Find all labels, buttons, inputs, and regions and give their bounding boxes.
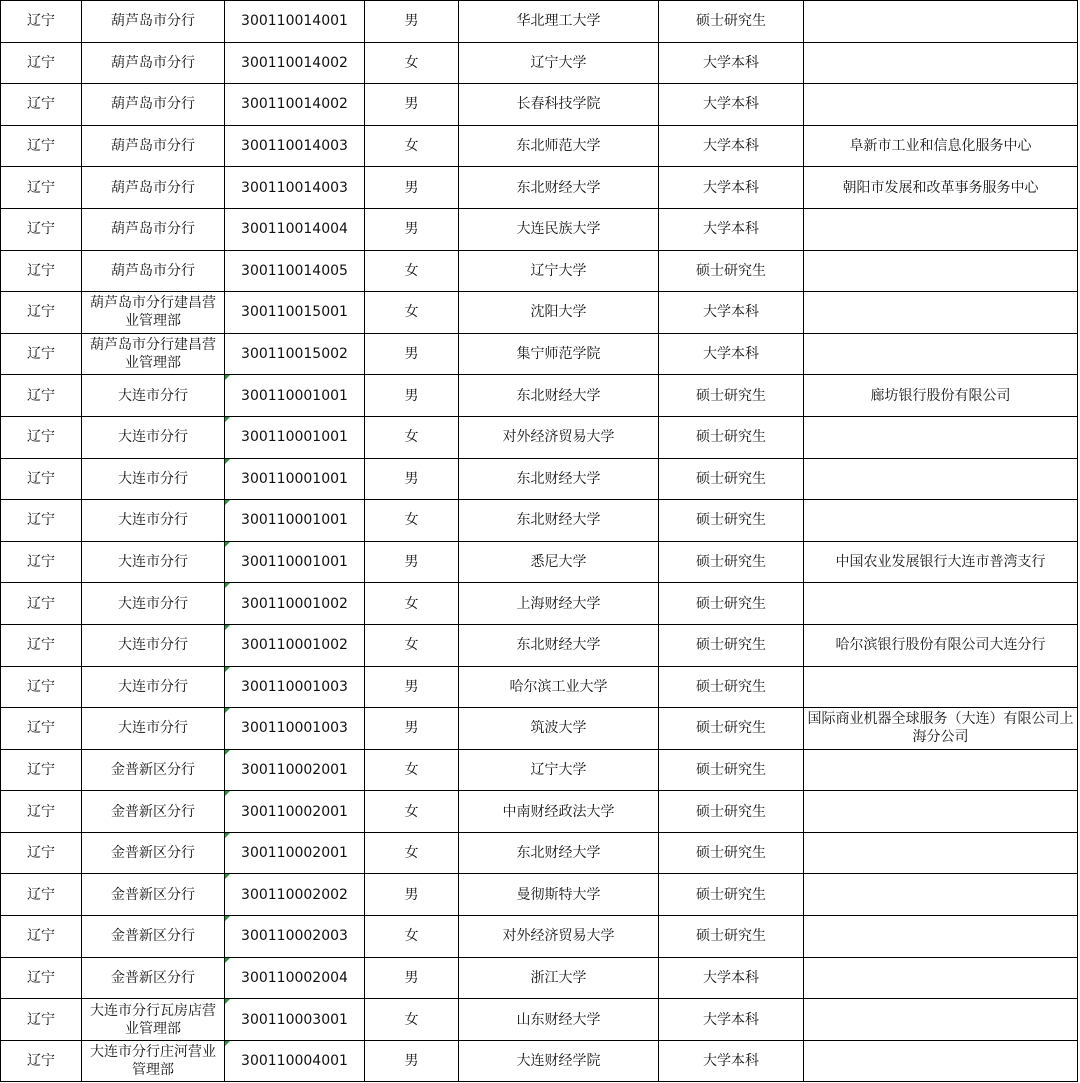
degree-cell: 硕士研究生	[659, 458, 804, 500]
employer-cell: 阜新市工业和信息化服务中心	[804, 125, 1078, 167]
degree-cell: 硕士研究生	[659, 541, 804, 583]
employer-cell	[804, 583, 1078, 625]
school-cell: 东北财经大学	[459, 624, 659, 666]
table-body	[1, 1, 1078, 1082]
branch-cell: 大连市分行	[82, 500, 225, 542]
school-cell: 东北财经大学	[459, 458, 659, 500]
school-cell: 大连民族大学	[459, 208, 659, 250]
gender-cell: 男	[365, 333, 459, 375]
employer-cell	[804, 832, 1078, 874]
position-code-cell: 300110001001	[225, 458, 365, 500]
degree-cell: 硕士研究生	[659, 1, 804, 43]
gender-cell: 男	[365, 1, 459, 43]
branch-cell: 大连市分行瓦房店营业管理部	[82, 999, 225, 1041]
school-cell: 华北理工大学	[459, 1, 659, 43]
province-cell: 辽宁	[1, 957, 82, 999]
employer-cell: 中国农业发展银行大连市普湾支行	[804, 541, 1078, 583]
position-code-cell: 300110002004	[225, 957, 365, 999]
school-cell: 中南财经政法大学	[459, 791, 659, 833]
employer-cell	[804, 84, 1078, 126]
gender-cell: 男	[365, 1040, 459, 1082]
gender-cell: 女	[365, 42, 459, 84]
position-code-cell: 300110001001	[225, 375, 365, 417]
degree-cell: 大学本科	[659, 292, 804, 334]
branch-cell: 大连市分行	[82, 458, 225, 500]
school-cell: 东北师范大学	[459, 125, 659, 167]
employer-cell	[804, 292, 1078, 334]
gender-cell: 女	[365, 500, 459, 542]
degree-cell: 硕士研究生	[659, 832, 804, 874]
school-cell: 东北财经大学	[459, 500, 659, 542]
degree-cell: 大学本科	[659, 999, 804, 1041]
branch-cell: 大连市分行	[82, 541, 225, 583]
school-cell: 对外经济贸易大学	[459, 416, 659, 458]
degree-cell: 大学本科	[659, 208, 804, 250]
branch-cell: 大连市分行	[82, 375, 225, 417]
table-row	[1, 292, 1078, 334]
position-code-cell: 300110002001	[225, 749, 365, 791]
province-cell: 辽宁	[1, 208, 82, 250]
province-cell: 辽宁	[1, 500, 82, 542]
table-row	[1, 167, 1078, 209]
degree-cell: 硕士研究生	[659, 708, 804, 750]
school-cell: 辽宁大学	[459, 749, 659, 791]
degree-cell: 硕士研究生	[659, 749, 804, 791]
employer-cell	[804, 791, 1078, 833]
branch-cell: 葫芦岛市分行建昌营业管理部	[82, 333, 225, 375]
degree-cell: 硕士研究生	[659, 666, 804, 708]
position-code-cell: 300110014004	[225, 208, 365, 250]
degree-cell: 硕士研究生	[659, 416, 804, 458]
province-cell: 辽宁	[1, 167, 82, 209]
branch-cell: 金普新区分行	[82, 916, 225, 958]
gender-cell: 男	[365, 458, 459, 500]
gender-cell: 女	[365, 916, 459, 958]
position-code-cell: 300110014005	[225, 250, 365, 292]
employer-cell	[804, 916, 1078, 958]
table-row	[1, 832, 1078, 874]
employer-cell	[804, 500, 1078, 542]
position-code-cell: 300110002002	[225, 874, 365, 916]
employer-cell: 国际商业机器全球服务（大连）有限公司上海分公司	[804, 708, 1078, 750]
province-cell: 辽宁	[1, 42, 82, 84]
table-row	[1, 666, 1078, 708]
branch-cell: 大连市分行	[82, 624, 225, 666]
province-cell: 辽宁	[1, 874, 82, 916]
position-code-cell: 300110001003	[225, 708, 365, 750]
province-cell: 辽宁	[1, 333, 82, 375]
employer-cell	[804, 42, 1078, 84]
branch-cell: 金普新区分行	[82, 832, 225, 874]
gender-cell: 男	[365, 957, 459, 999]
province-cell: 辽宁	[1, 832, 82, 874]
school-cell: 长春科技学院	[459, 84, 659, 126]
gender-cell: 女	[365, 292, 459, 334]
province-cell: 辽宁	[1, 84, 82, 126]
employer-cell	[804, 250, 1078, 292]
table-row	[1, 624, 1078, 666]
position-code-cell: 300110001001	[225, 416, 365, 458]
gender-cell: 女	[365, 749, 459, 791]
employer-cell	[804, 458, 1078, 500]
gender-cell: 女	[365, 416, 459, 458]
employer-cell	[804, 208, 1078, 250]
province-cell: 辽宁	[1, 624, 82, 666]
table-row	[1, 749, 1078, 791]
branch-cell: 葫芦岛市分行	[82, 125, 225, 167]
table-row	[1, 416, 1078, 458]
employer-cell: 朝阳市发展和改革事务服务中心	[804, 167, 1078, 209]
position-code-cell: 300110004001	[225, 1040, 365, 1082]
table-row	[1, 957, 1078, 999]
position-code-cell: 300110015001	[225, 292, 365, 334]
table-row	[1, 84, 1078, 126]
degree-cell: 硕士研究生	[659, 916, 804, 958]
employer-cell	[804, 666, 1078, 708]
school-cell: 东北财经大学	[459, 167, 659, 209]
position-code-cell: 300110001001	[225, 500, 365, 542]
school-cell: 辽宁大学	[459, 250, 659, 292]
position-code-cell: 300110002001	[225, 791, 365, 833]
gender-cell: 女	[365, 583, 459, 625]
gender-cell: 男	[365, 167, 459, 209]
employer-cell: 廊坊银行股份有限公司	[804, 375, 1078, 417]
table-row	[1, 458, 1078, 500]
school-cell: 哈尔滨工业大学	[459, 666, 659, 708]
table-row	[1, 708, 1078, 750]
gender-cell: 女	[365, 832, 459, 874]
position-code-cell: 300110001002	[225, 583, 365, 625]
position-code-cell: 300110001003	[225, 666, 365, 708]
table-row	[1, 208, 1078, 250]
table-row	[1, 916, 1078, 958]
gender-cell: 女	[365, 125, 459, 167]
school-cell: 沈阳大学	[459, 292, 659, 334]
position-code-cell: 300110014002	[225, 84, 365, 126]
gender-cell: 男	[365, 708, 459, 750]
table-row	[1, 500, 1078, 542]
province-cell: 辽宁	[1, 666, 82, 708]
degree-cell: 大学本科	[659, 167, 804, 209]
province-cell: 辽宁	[1, 1, 82, 43]
province-cell: 辽宁	[1, 541, 82, 583]
position-code-cell: 300110001002	[225, 624, 365, 666]
gender-cell: 男	[365, 666, 459, 708]
school-cell: 筑波大学	[459, 708, 659, 750]
table-row	[1, 333, 1078, 375]
school-cell: 大连财经学院	[459, 1040, 659, 1082]
employer-cell	[804, 1040, 1078, 1082]
employer-cell	[804, 749, 1078, 791]
province-cell: 辽宁	[1, 749, 82, 791]
school-cell: 山东财经大学	[459, 999, 659, 1041]
table-row	[1, 541, 1078, 583]
province-cell: 辽宁	[1, 708, 82, 750]
position-code-cell: 300110014003	[225, 167, 365, 209]
province-cell: 辽宁	[1, 125, 82, 167]
gender-cell: 男	[365, 84, 459, 126]
degree-cell: 硕士研究生	[659, 874, 804, 916]
branch-cell: 金普新区分行	[82, 874, 225, 916]
table-row	[1, 874, 1078, 916]
degree-cell: 硕士研究生	[659, 500, 804, 542]
degree-cell: 大学本科	[659, 125, 804, 167]
school-cell: 上海财经大学	[459, 583, 659, 625]
gender-cell: 男	[365, 874, 459, 916]
degree-cell: 大学本科	[659, 84, 804, 126]
table-row	[1, 999, 1078, 1041]
employer-cell: 哈尔滨银行股份有限公司大连分行	[804, 624, 1078, 666]
position-code-cell: 300110002003	[225, 916, 365, 958]
branch-cell: 葫芦岛市分行	[82, 42, 225, 84]
school-cell: 曼彻斯特大学	[459, 874, 659, 916]
branch-cell: 葫芦岛市分行	[82, 250, 225, 292]
branch-cell: 金普新区分行	[82, 791, 225, 833]
position-code-cell: 300110014002	[225, 42, 365, 84]
degree-cell: 大学本科	[659, 42, 804, 84]
degree-cell: 大学本科	[659, 1040, 804, 1082]
branch-cell: 葫芦岛市分行	[82, 84, 225, 126]
province-cell: 辽宁	[1, 416, 82, 458]
gender-cell: 男	[365, 208, 459, 250]
gender-cell: 女	[365, 791, 459, 833]
school-cell: 对外经济贸易大学	[459, 916, 659, 958]
gender-cell: 女	[365, 999, 459, 1041]
school-cell: 悉尼大学	[459, 541, 659, 583]
gender-cell: 女	[365, 250, 459, 292]
gender-cell: 女	[365, 624, 459, 666]
employer-cell	[804, 416, 1078, 458]
position-code-cell: 300110003001	[225, 999, 365, 1041]
table-row	[1, 375, 1078, 417]
table-row	[1, 250, 1078, 292]
branch-cell: 大连市分行	[82, 666, 225, 708]
position-code-cell: 300110002001	[225, 832, 365, 874]
degree-cell: 硕士研究生	[659, 583, 804, 625]
province-cell: 辽宁	[1, 292, 82, 334]
degree-cell: 硕士研究生	[659, 624, 804, 666]
degree-cell: 大学本科	[659, 957, 804, 999]
province-cell: 辽宁	[1, 583, 82, 625]
school-cell: 浙江大学	[459, 957, 659, 999]
province-cell: 辽宁	[1, 1040, 82, 1082]
table-row	[1, 583, 1078, 625]
branch-cell: 大连市分行	[82, 708, 225, 750]
province-cell: 辽宁	[1, 375, 82, 417]
school-cell: 东北财经大学	[459, 832, 659, 874]
school-cell: 东北财经大学	[459, 375, 659, 417]
branch-cell: 葫芦岛市分行建昌营业管理部	[82, 292, 225, 334]
province-cell: 辽宁	[1, 458, 82, 500]
school-cell: 集宁师范学院	[459, 333, 659, 375]
table-row	[1, 1040, 1078, 1082]
employer-cell	[804, 874, 1078, 916]
province-cell: 辽宁	[1, 999, 82, 1041]
table-row	[1, 42, 1078, 84]
position-code-cell: 300110014001	[225, 1, 365, 43]
province-cell: 辽宁	[1, 916, 82, 958]
branch-cell: 金普新区分行	[82, 957, 225, 999]
table-row	[1, 791, 1078, 833]
position-code-cell: 300110014003	[225, 125, 365, 167]
position-code-cell: 300110015002	[225, 333, 365, 375]
degree-cell: 硕士研究生	[659, 250, 804, 292]
employer-cell	[804, 957, 1078, 999]
degree-cell: 硕士研究生	[659, 791, 804, 833]
branch-cell: 大连市分行	[82, 416, 225, 458]
table-row	[1, 125, 1078, 167]
branch-cell: 葫芦岛市分行	[82, 208, 225, 250]
branch-cell: 大连市分行庄河营业管理部	[82, 1040, 225, 1082]
gender-cell: 男	[365, 375, 459, 417]
gender-cell: 男	[365, 541, 459, 583]
degree-cell: 大学本科	[659, 333, 804, 375]
province-cell: 辽宁	[1, 250, 82, 292]
table-row	[1, 1, 1078, 43]
degree-cell: 硕士研究生	[659, 375, 804, 417]
branch-cell: 大连市分行	[82, 583, 225, 625]
employer-cell	[804, 333, 1078, 375]
branch-cell: 葫芦岛市分行	[82, 167, 225, 209]
school-cell: 辽宁大学	[459, 42, 659, 84]
province-cell: 辽宁	[1, 791, 82, 833]
employer-cell	[804, 999, 1078, 1041]
employer-cell	[804, 1, 1078, 43]
branch-cell: 金普新区分行	[82, 749, 225, 791]
branch-cell: 葫芦岛市分行	[82, 1, 225, 43]
position-code-cell: 300110001001	[225, 541, 365, 583]
